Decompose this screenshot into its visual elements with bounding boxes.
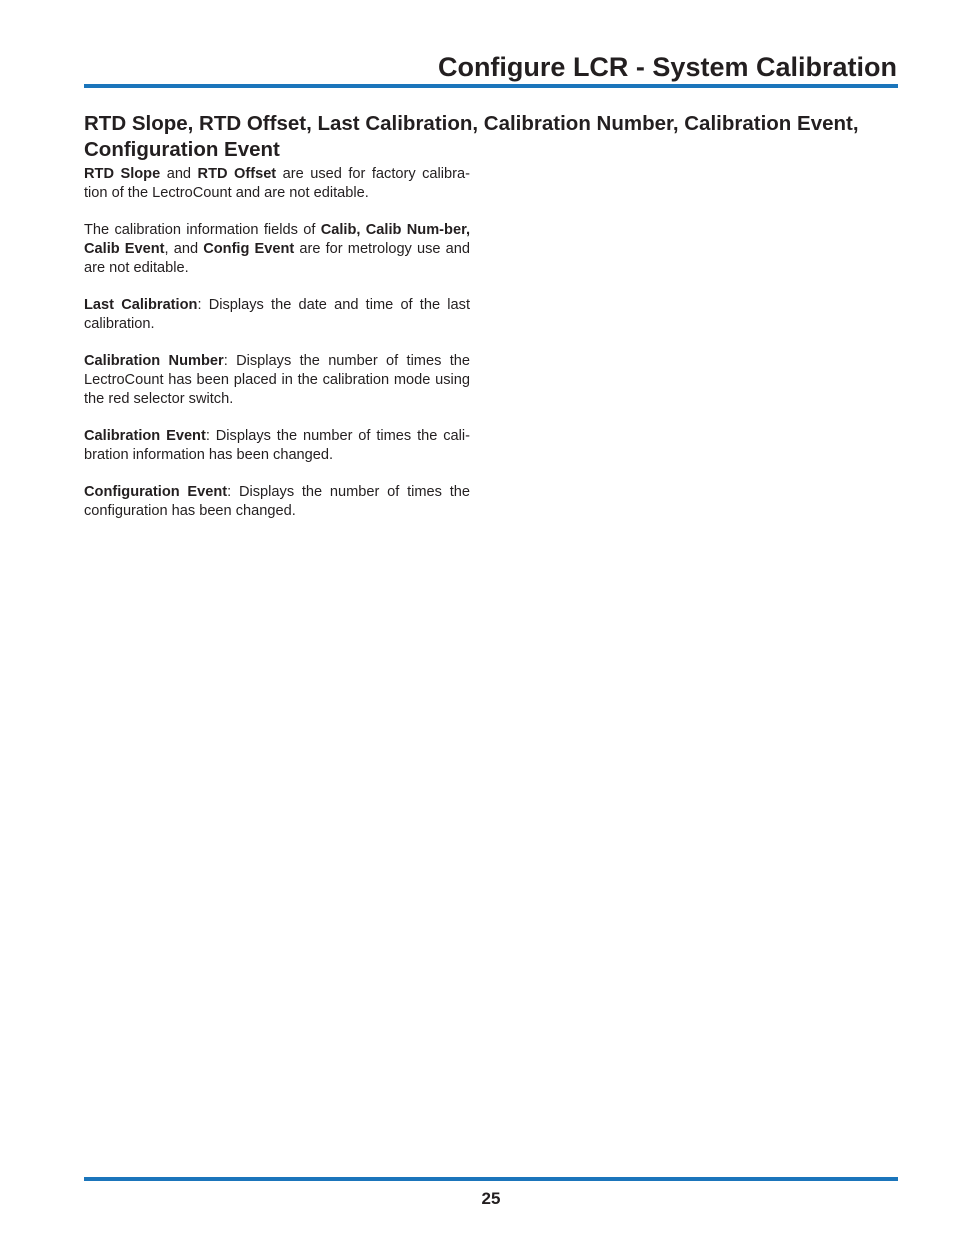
- paragraph-last-calibration: [84, 296, 470, 334]
- term-rtd-offset: RTD Offset: [197, 166, 277, 182]
- text-fields-intro: The calibration information fields of: [84, 222, 321, 238]
- page-number: 25: [481, 1189, 501, 1208]
- header-rule: [84, 84, 898, 88]
- page-title: Configure LCR - System Calibration: [437, 52, 897, 82]
- desc-last-calibration: : Displays the date and time of the last calibration.: [84, 297, 471, 332]
- paragraph-calibration-event: [84, 427, 470, 465]
- text-rtd-desc: are used for factory calibra-tion of the LectroCount and are not editable.: [84, 166, 470, 201]
- paragraph-configuration-event: [84, 483, 470, 521]
- term-config-event: Config Event: [203, 241, 295, 257]
- desc-calibration-event: : Displays the number of times the cali-bration information has been changed.: [84, 428, 471, 463]
- section-heading: RTD Slope, RTD Offset, Last Calibration, Calibration Number, Calibration Event, Configuration Event: [84, 112, 859, 161]
- term-calib-fields: Calib, Calib Num-ber, Calib Event: [84, 222, 471, 257]
- text-fields-desc: are for metrology use and are not editable.: [84, 241, 470, 276]
- body-text-column: [84, 165, 470, 539]
- desc-configuration-event: : Displays the number of times the configuration has been changed.: [84, 484, 470, 519]
- paragraph-fields: [84, 221, 470, 278]
- text-fields-and: , and: [164, 241, 204, 257]
- paragraph-rtd: [84, 165, 470, 203]
- term-calibration-number: Calibration Number: [84, 353, 224, 369]
- footer-rule: [84, 1177, 898, 1181]
- term-configuration-event: Configuration Event: [84, 484, 228, 500]
- term-last-calibration: Last Calibration: [84, 297, 198, 313]
- term-calibration-event: Calibration Event: [84, 428, 206, 444]
- desc-calibration-number: : Displays the number of times the LectroCount has been placed in the calibration mode using the red selector switch.: [84, 353, 471, 407]
- text-and: and: [160, 166, 198, 182]
- term-rtd-slope: RTD Slope: [84, 166, 161, 182]
- paragraph-calibration-number: [84, 352, 470, 409]
